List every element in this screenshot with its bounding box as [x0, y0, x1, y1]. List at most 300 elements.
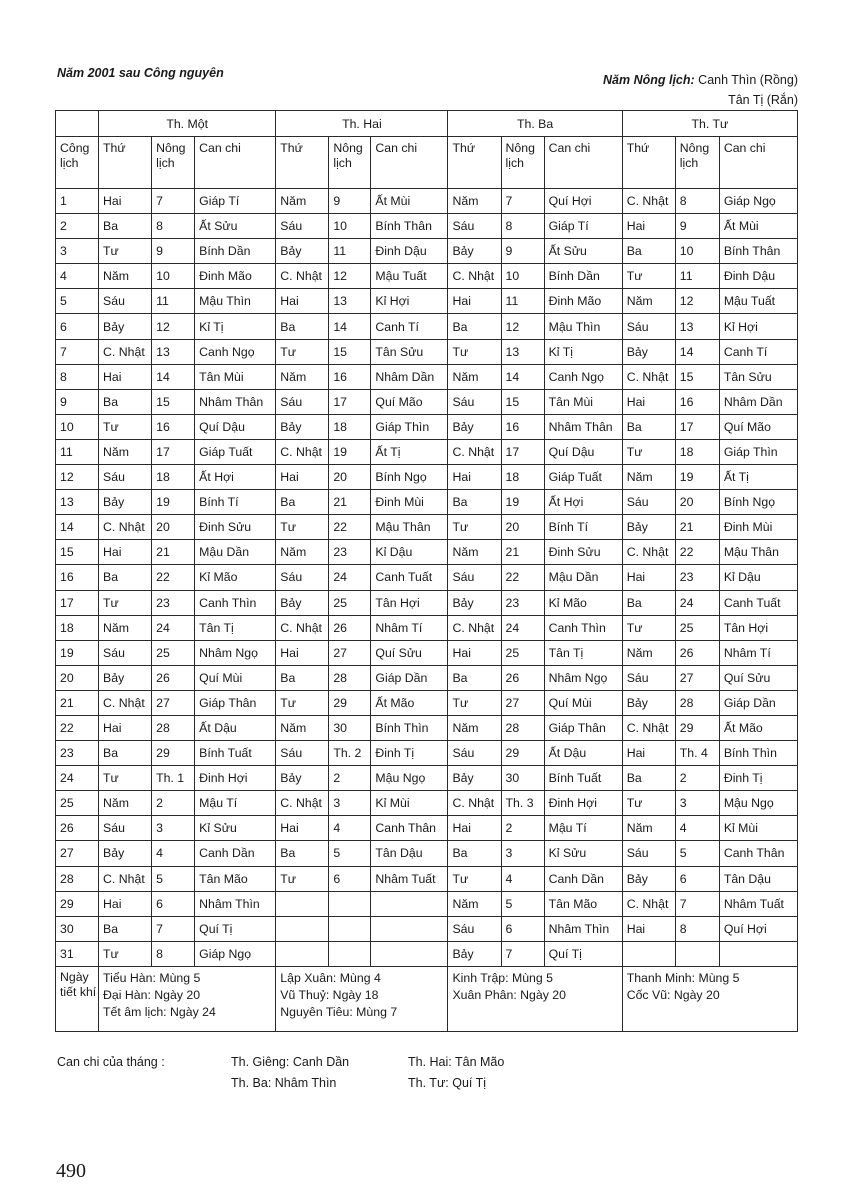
weekday-cell: Ba [276, 665, 329, 690]
can-chi-cell: Ất Tị [719, 465, 797, 490]
col-header-nong-lich: Nông lịch [329, 137, 371, 189]
col-header-thu: Thứ [448, 137, 501, 189]
can-chi-cell: Canh Tuất [719, 590, 797, 615]
day-number-cell: 26 [56, 816, 99, 841]
can-chi-cell: Kỉ Sửu [195, 816, 276, 841]
lunar-day-cell: 25 [329, 590, 371, 615]
can-chi-cell: Bính Thìn [719, 741, 797, 766]
day-number-cell: 29 [56, 891, 99, 916]
can-chi-cell: Bính Ngọ [719, 490, 797, 515]
can-chi-cell: Bính Dần [544, 264, 622, 289]
lunar-day-cell: 20 [152, 515, 195, 540]
weekday-cell: Ba [622, 590, 675, 615]
lunar-day-cell: 26 [329, 615, 371, 640]
can-chi-cell: Tân Mùi [195, 364, 276, 389]
lunar-day-cell: 6 [675, 866, 719, 891]
lunar-day-cell: 23 [675, 565, 719, 590]
lunar-day-cell: 5 [152, 866, 195, 891]
weekday-cell: Tư [276, 866, 329, 891]
can-chi-cell: Kỉ Mão [195, 565, 276, 590]
can-chi-cell: Quí Sửu [371, 640, 448, 665]
weekday-cell: Sáu [622, 490, 675, 515]
day-number-cell: 12 [56, 465, 99, 490]
lunar-day-cell: 27 [329, 640, 371, 665]
column-header-row [56, 137, 798, 189]
month-header-row [56, 111, 798, 137]
table-row [56, 741, 798, 766]
can-chi-cell: Kỉ Hợi [371, 289, 448, 314]
lunar-day-cell: 29 [501, 741, 544, 766]
weekday-cell: Sáu [448, 389, 501, 414]
can-chi-cell: Bính Thân [719, 239, 797, 264]
weekday-cell: Hai [622, 565, 675, 590]
lunar-day-cell: 16 [675, 389, 719, 414]
can-chi-cell: Tân Mão [544, 891, 622, 916]
day-number-cell: 8 [56, 364, 99, 389]
can-chi-cell: Bính Tí [195, 490, 276, 515]
lunar-day-cell: 5 [501, 891, 544, 916]
weekday-cell: Sáu [276, 565, 329, 590]
weekday-cell: Ba [622, 239, 675, 264]
lunar-day-cell: 4 [675, 816, 719, 841]
table-row [56, 640, 798, 665]
can-chi-cell: Canh Tuất [371, 565, 448, 590]
weekday-cell: Bảy [99, 490, 152, 515]
col-header-can-chi: Can chi [371, 137, 448, 189]
weekday-cell: Sáu [99, 465, 152, 490]
lunar-day-cell: 8 [501, 214, 544, 239]
can-chi-cell: Canh Thân [719, 841, 797, 866]
lunar-day-cell: Th. 1 [152, 766, 195, 791]
weekday-cell: Ba [448, 665, 501, 690]
can-chi-cell: Ất Mão [719, 715, 797, 740]
lunar-day-cell: 6 [152, 891, 195, 916]
can-chi-cell: Giáp Tí [195, 189, 276, 214]
weekday-cell: Tư [276, 339, 329, 364]
lunar-day-cell: 14 [329, 314, 371, 339]
lunar-day-cell: 3 [329, 791, 371, 816]
page-header-left: Năm 2001 sau Công nguyên [57, 66, 224, 80]
can-chi-cell: Mậu Thìn [195, 289, 276, 314]
weekday-cell: Năm [448, 364, 501, 389]
can-chi-cell: Mậu Ngọ [371, 766, 448, 791]
lunar-day-cell: 7 [501, 189, 544, 214]
can-chi-cell: Giáp Thìn [719, 439, 797, 464]
weekday-cell: C. Nhật [448, 439, 501, 464]
weekday-cell: Năm [448, 891, 501, 916]
can-chi-cell: Đinh Dậu [719, 264, 797, 289]
weekday-cell [276, 941, 329, 966]
weekday-cell: Sáu [276, 741, 329, 766]
weekday-cell: C. Nhật [99, 866, 152, 891]
weekday-cell: Năm [99, 264, 152, 289]
table-row [56, 490, 798, 515]
can-chi-cell: Đinh Mùi [371, 490, 448, 515]
can-chi-cell: Quí Dậu [195, 414, 276, 439]
lunar-day-cell: 12 [152, 314, 195, 339]
lunar-year-2: Tân Tị (Rắn) [728, 93, 798, 107]
lunar-day-cell: 2 [501, 816, 544, 841]
can-chi-cell: Ất Mão [371, 690, 448, 715]
day-number-cell: 16 [56, 565, 99, 590]
weekday-cell: Bảy [448, 590, 501, 615]
tiet-khi-month-1 [99, 966, 276, 1031]
weekday-cell: Hai [622, 916, 675, 941]
lunar-day-cell: 13 [501, 339, 544, 364]
weekday-cell: Tư [448, 339, 501, 364]
lunar-day-cell: 10 [501, 264, 544, 289]
lunar-day-cell: 29 [329, 690, 371, 715]
can-chi-cell: Tân Sửu [719, 364, 797, 389]
weekday-cell: Bảy [99, 841, 152, 866]
can-chi-cell: Mậu Thân [719, 540, 797, 565]
lunar-day-cell: 13 [329, 289, 371, 314]
weekday-cell: Hai [448, 816, 501, 841]
lunar-day-cell: 8 [675, 189, 719, 214]
can-chi-cell: Canh Ngọ [195, 339, 276, 364]
col-header-cong-lich: Công lịch [56, 137, 99, 189]
lunar-day-cell: 2 [329, 766, 371, 791]
weekday-cell: Tư [99, 239, 152, 264]
weekday-cell: Tư [622, 264, 675, 289]
weekday-cell: Bảy [276, 766, 329, 791]
table-row [56, 389, 798, 414]
lunar-day-cell: 17 [152, 439, 195, 464]
can-chi-cell: Canh Ngọ [544, 364, 622, 389]
day-number-cell: 2 [56, 214, 99, 239]
lunar-day-cell: 18 [501, 465, 544, 490]
weekday-cell: C. Nhật [622, 540, 675, 565]
lunar-day-cell: 20 [329, 465, 371, 490]
weekday-cell: Hai [448, 465, 501, 490]
table-row [56, 715, 798, 740]
col-header-can-chi: Can chi [719, 137, 797, 189]
weekday-cell: Năm [276, 715, 329, 740]
tiet-khi-entry: Xuân Phân: Ngày 20 [452, 987, 566, 1002]
page-header-right [603, 70, 798, 110]
lunar-day-cell: 25 [152, 640, 195, 665]
lunar-day-cell: 24 [501, 615, 544, 640]
can-chi-cell: Quí Tị [544, 941, 622, 966]
weekday-cell: Hai [99, 891, 152, 916]
weekday-cell: C. Nhật [448, 791, 501, 816]
lunar-day-cell: 13 [675, 314, 719, 339]
weekday-cell: Ba [99, 389, 152, 414]
lunar-day-cell: 8 [675, 916, 719, 941]
weekday-cell: Hai [622, 389, 675, 414]
weekday-cell: Hai [276, 465, 329, 490]
weekday-cell: Ba [276, 490, 329, 515]
col-header-thu: Thứ [276, 137, 329, 189]
lunar-day-cell: 11 [152, 289, 195, 314]
lunar-day-cell: 22 [675, 540, 719, 565]
lunar-day-cell: 6 [501, 916, 544, 941]
col-header-nong-lich: Nông lịch [152, 137, 195, 189]
weekday-cell: Tư [276, 690, 329, 715]
can-chi-cell: Giáp Thân [195, 690, 276, 715]
weekday-cell: Ba [622, 414, 675, 439]
table-row [56, 339, 798, 364]
can-chi-cell: Nhâm Dần [371, 364, 448, 389]
weekday-cell: Năm [448, 715, 501, 740]
can-chi-cell: Mậu Tí [544, 816, 622, 841]
day-number-cell: 28 [56, 866, 99, 891]
table-row [56, 465, 798, 490]
table-row [56, 264, 798, 289]
table-row [56, 866, 798, 891]
can-chi-cell: Ất Mùi [371, 189, 448, 214]
can-chi-cell: Mậu Thìn [544, 314, 622, 339]
day-number-cell: 20 [56, 665, 99, 690]
table-row [56, 414, 798, 439]
table-row [56, 941, 798, 966]
weekday-cell: Sáu [622, 665, 675, 690]
weekday-cell: Năm [276, 540, 329, 565]
lunar-day-cell: 17 [675, 414, 719, 439]
weekday-cell: C. Nhật [622, 189, 675, 214]
weekday-cell: Sáu [622, 314, 675, 339]
weekday-cell: Hai [276, 289, 329, 314]
can-chi-cell: Nhâm Thìn [544, 916, 622, 941]
table-row [56, 791, 798, 816]
col-header-nong-lich: Nông lịch [675, 137, 719, 189]
can-chi-cell: Đinh Mùi [719, 515, 797, 540]
can-chi-cell: Đinh Tị [371, 741, 448, 766]
month-header: Th. Ba [448, 111, 622, 137]
lunar-day-cell: Th. 4 [675, 741, 719, 766]
can-chi-cell: Ất Hợi [544, 490, 622, 515]
weekday-cell: Hai [99, 189, 152, 214]
weekday-cell: Sáu [99, 816, 152, 841]
lunar-day-cell: 7 [501, 941, 544, 966]
lunar-year-label: Năm Nông lịch: [603, 73, 695, 87]
lunar-day-cell: 25 [675, 615, 719, 640]
lunar-day-cell: 21 [152, 540, 195, 565]
weekday-cell: C. Nhật [276, 791, 329, 816]
day-number-cell: 13 [56, 490, 99, 515]
can-chi-cell: Bính Tuất [544, 766, 622, 791]
can-chi-cell: Kỉ Sửu [544, 841, 622, 866]
table-row [56, 189, 798, 214]
day-number-cell: 5 [56, 289, 99, 314]
weekday-cell: Bảy [276, 239, 329, 264]
can-chi-cell: Kỉ Mão [544, 590, 622, 615]
lunar-day-cell: 14 [501, 364, 544, 389]
lunar-day-cell: 4 [501, 866, 544, 891]
lunar-day-cell: 9 [329, 189, 371, 214]
lunar-day-cell: 12 [329, 264, 371, 289]
can-chi-cell: Đinh Sửu [195, 515, 276, 540]
weekday-cell: Ba [99, 916, 152, 941]
day-number-cell: 11 [56, 439, 99, 464]
can-chi-cell: Mậu Dần [195, 540, 276, 565]
lunar-day-cell: 13 [152, 339, 195, 364]
lunar-day-cell: 10 [152, 264, 195, 289]
weekday-cell: Ba [276, 841, 329, 866]
can-chi-cell: Nhâm Tuất [719, 891, 797, 916]
lunar-day-cell: 11 [675, 264, 719, 289]
can-chi-cell: Ất Sửu [544, 239, 622, 264]
weekday-cell: C. Nhật [99, 339, 152, 364]
table-row [56, 439, 798, 464]
weekday-cell: Hai [448, 640, 501, 665]
weekday-cell: Ba [99, 214, 152, 239]
day-number-cell: 31 [56, 941, 99, 966]
day-number-cell: 1 [56, 189, 99, 214]
tiet-khi-entry: Cốc Vũ: Ngày 20 [626, 987, 720, 1002]
lunar-day-cell: 3 [152, 816, 195, 841]
can-chi-cell: Tân Sửu [371, 339, 448, 364]
lunar-day-cell: 5 [675, 841, 719, 866]
corner-cell [56, 111, 99, 137]
weekday-cell: Hai [276, 816, 329, 841]
lunar-day-cell: 23 [329, 540, 371, 565]
lunar-day-cell: 14 [152, 364, 195, 389]
weekday-cell: Sáu [622, 841, 675, 866]
can-chi-cell: Nhâm Dần [719, 389, 797, 414]
can-chi-cell: Tân Hợi [719, 615, 797, 640]
day-number-cell: 19 [56, 640, 99, 665]
col-header-thu: Thứ [99, 137, 152, 189]
weekday-cell: Năm [622, 816, 675, 841]
weekday-cell: Bảy [99, 314, 152, 339]
can-chi-cell: Canh Thìn [544, 615, 622, 640]
table-row [56, 239, 798, 264]
lunar-day-cell: Th. 3 [501, 791, 544, 816]
can-chi-cell: Giáp Dần [371, 665, 448, 690]
day-number-cell: 6 [56, 314, 99, 339]
lunar-day-cell: 30 [329, 715, 371, 740]
lunar-day-cell: 11 [329, 239, 371, 264]
tiet-khi-label: Ngày tiết khí [56, 966, 99, 1031]
month-can-chi-title: Can chi của tháng : [57, 1055, 165, 1069]
month-can-chi-1: Th. Giêng: Canh Dần [231, 1055, 350, 1069]
can-chi-cell: Giáp Ngọ [719, 189, 797, 214]
lunar-day-cell: 10 [675, 239, 719, 264]
table-row [56, 590, 798, 615]
table-row [56, 841, 798, 866]
lunar-day-cell: 11 [501, 289, 544, 314]
weekday-cell: Tư [99, 766, 152, 791]
tiet-khi-entry: Tết âm lịch: Ngày 24 [103, 1004, 216, 1019]
weekday-cell: Tư [622, 439, 675, 464]
day-number-cell: 22 [56, 715, 99, 740]
weekday-cell: Năm [99, 615, 152, 640]
col-header-nong-lich: Nông lịch [501, 137, 544, 189]
lunar-day-cell: 9 [501, 239, 544, 264]
weekday-cell: C. Nhật [622, 891, 675, 916]
table-row [56, 766, 798, 791]
weekday-cell: Tư [448, 866, 501, 891]
tiet-khi-entry: Đại Hàn: Ngày 20 [103, 987, 201, 1002]
can-chi-cell [371, 916, 448, 941]
can-chi-cell: Quí Hợi [719, 916, 797, 941]
lunar-day-cell: 22 [152, 565, 195, 590]
lunar-day-cell: 30 [501, 766, 544, 791]
month-header: Th. Hai [276, 111, 448, 137]
table-row [56, 364, 798, 389]
can-chi-cell: Nhâm Ngọ [195, 640, 276, 665]
weekday-cell: C. Nhật [448, 615, 501, 640]
lunar-day-cell: 2 [152, 791, 195, 816]
lunar-day-cell [329, 891, 371, 916]
weekday-cell [622, 941, 675, 966]
weekday-cell: Sáu [99, 289, 152, 314]
lunar-day-cell: 10 [329, 214, 371, 239]
month-can-chi-2: Th. Hai: Tân Mão [408, 1055, 505, 1069]
can-chi-cell: Mậu Dần [544, 565, 622, 590]
lunar-day-cell: 9 [675, 214, 719, 239]
weekday-cell: Sáu [448, 565, 501, 590]
can-chi-cell: Ất Dậu [544, 741, 622, 766]
weekday-cell [276, 891, 329, 916]
table-row [56, 665, 798, 690]
tiet-khi-entry: Vũ Thuỷ: Ngày 18 [280, 987, 379, 1002]
weekday-cell: Hai [99, 364, 152, 389]
can-chi-cell: Nhâm Tí [719, 640, 797, 665]
can-chi-cell: Mậu Ngọ [719, 791, 797, 816]
weekday-cell: Hai [276, 640, 329, 665]
can-chi-cell: Giáp Thìn [371, 414, 448, 439]
day-number-cell: 27 [56, 841, 99, 866]
can-chi-cell: Quí Tị [195, 916, 276, 941]
tiet-khi-entry: Tiểu Hàn: Mùng 5 [103, 970, 201, 985]
weekday-cell: C. Nhật [622, 364, 675, 389]
weekday-cell: Sáu [448, 214, 501, 239]
weekday-cell: Sáu [276, 389, 329, 414]
lunar-day-cell: Th. 2 [329, 741, 371, 766]
weekday-cell: Hai [622, 741, 675, 766]
can-chi-cell: Mậu Tuất [719, 289, 797, 314]
lunar-day-cell: 18 [152, 465, 195, 490]
day-number-cell: 15 [56, 540, 99, 565]
weekday-cell: Ba [622, 766, 675, 791]
can-chi-cell: Canh Dần [544, 866, 622, 891]
lunar-day-cell: 8 [152, 214, 195, 239]
can-chi-cell: Bính Thân [371, 214, 448, 239]
col-header-thu: Thứ [622, 137, 675, 189]
lunar-day-cell: 23 [152, 590, 195, 615]
can-chi-cell: Giáp Tuất [195, 439, 276, 464]
can-chi-cell: Tân Mão [195, 866, 276, 891]
tiet-khi-row [56, 966, 798, 1031]
lunar-day-cell: 12 [675, 289, 719, 314]
lunar-day-cell [675, 941, 719, 966]
lunar-day-cell: 21 [329, 490, 371, 515]
day-number-cell: 7 [56, 339, 99, 364]
can-chi-cell: Quí Mùi [195, 665, 276, 690]
lunar-day-cell: 7 [152, 916, 195, 941]
can-chi-cell: Tân Mùi [544, 389, 622, 414]
lunar-day-cell: 15 [152, 389, 195, 414]
lunar-day-cell: 27 [152, 690, 195, 715]
weekday-cell: Ba [99, 741, 152, 766]
lunar-day-cell: 5 [329, 841, 371, 866]
lunar-day-cell: 15 [501, 389, 544, 414]
can-chi-cell: Kỉ Tị [195, 314, 276, 339]
can-chi-cell: Nhâm Thân [195, 389, 276, 414]
lunar-day-cell: 16 [501, 414, 544, 439]
lunar-day-cell: 24 [152, 615, 195, 640]
can-chi-cell [371, 891, 448, 916]
can-chi-cell: Ất Tị [371, 439, 448, 464]
can-chi-cell: Đinh Hợi [544, 791, 622, 816]
lunar-day-cell: 7 [152, 189, 195, 214]
weekday-cell: C. Nhật [99, 515, 152, 540]
weekday-cell: Tư [99, 414, 152, 439]
can-chi-cell: Bính Tuất [195, 741, 276, 766]
weekday-cell: Bảy [448, 766, 501, 791]
